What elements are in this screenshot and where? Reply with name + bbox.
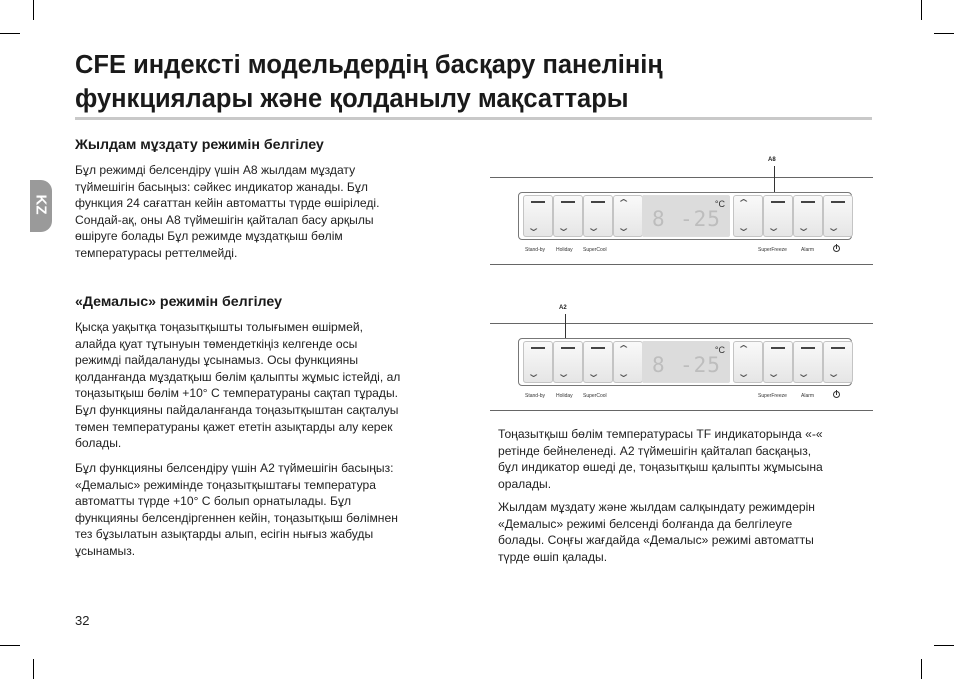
supercool-key <box>583 195 613 237</box>
page-number: 32 <box>75 613 90 628</box>
section1-heading: Жылдам мұздату режимін белгілеу <box>75 137 324 153</box>
label-alarm: Alarm <box>801 247 815 253</box>
title-divider <box>75 117 872 120</box>
chevron-down-icon: ⌄ <box>796 221 811 234</box>
text-line: түрде өшіп қалады. <box>498 549 608 564</box>
power-key <box>823 195 853 237</box>
superfreeze-key <box>763 195 793 237</box>
text-line: «Демалыс» режимі белсенді болғанда да белгілеуге <box>498 516 793 531</box>
section1-paragraph <box>75 162 379 262</box>
crop-mark <box>33 659 34 679</box>
text-line: Бұл режимді белсендіру үшін А8 жылдам мұздату <box>75 163 356 177</box>
text-line: түймешігін басыңыз: сәйкес индикатор жанады. Бұл <box>75 179 368 194</box>
label-supercool: SuperCool <box>583 247 607 253</box>
label-standby: Stand-by <box>525 393 546 399</box>
text-line: Жылдам мұздату және жылдам салқындату режимдерін <box>498 500 815 514</box>
temperature-display <box>642 341 730 383</box>
text-line: тоңазытқыш бөлім +10° С температураны сақтап тұрады. <box>75 386 399 401</box>
text-line: бұл индикатор өшеді де, тоңазытқыш қалыпты жұмысына <box>498 460 823 475</box>
text-line: Қысқа уақытқа тоңазытқышты толығымен өшірмей, <box>75 320 363 334</box>
text-line: Тоңазытқыш бөлім температурасы TF индикаторында «-« <box>498 427 823 441</box>
power-icon <box>833 245 840 252</box>
section2-heading: «Демалыс» режимін белгілеу <box>75 294 282 310</box>
right-paragraph-1 <box>498 426 823 492</box>
freezer-temp-key <box>733 195 763 237</box>
crop-mark <box>934 645 954 646</box>
chevron-down-icon: ⌄ <box>556 367 571 380</box>
crop-mark <box>921 0 922 20</box>
text-line: оралады. <box>498 476 552 491</box>
text-line: режимді пайдалануды ұсынамыз. Осы функцияны <box>75 353 359 368</box>
display-unit: °C <box>714 199 725 209</box>
right-paragraph-2 <box>498 499 815 565</box>
text-line: болады. Соңғы жағдайда «Демалыс» режимі автоматты <box>498 533 814 548</box>
title-line-1: CFE индексті модельдердің басқару панелінің <box>75 51 663 79</box>
display-fridge-digit: 8 <box>652 207 666 231</box>
chevron-down-icon: ⌄ <box>556 221 571 234</box>
label-holiday: Holiday <box>556 247 573 253</box>
label-holiday: Holiday <box>556 393 573 399</box>
text-line: Сондай-ақ, оны А8 түймешігін қайталап басу арқылы <box>75 212 374 227</box>
holiday-key <box>553 341 583 383</box>
standby-key <box>523 341 553 383</box>
chevron-down-icon: ⌄ <box>766 221 781 234</box>
chevron-down-icon: ⌄ <box>586 367 601 380</box>
display-unit: °C <box>714 345 725 355</box>
label-superfreeze: SuperFreeze <box>758 247 787 253</box>
crop-mark <box>0 645 20 646</box>
chevron-up-icon: ⌃ <box>736 197 751 210</box>
text-line: өшіруге болады Бұл режимде мұздатқыш бөлім <box>75 229 343 244</box>
section2-paragraph-2 <box>75 460 398 560</box>
control-panel-diagram-a8 <box>490 157 873 265</box>
display-freezer-digits: -25 <box>680 207 721 231</box>
fridge-temp-key <box>613 341 643 383</box>
holiday-key <box>553 195 583 237</box>
language-tab <box>30 180 52 232</box>
chevron-down-icon: ⌄ <box>616 221 631 234</box>
label-superfreeze: SuperFreeze <box>758 393 787 399</box>
panel-frame <box>518 338 852 386</box>
power-icon <box>833 391 840 398</box>
chevron-down-icon: ⌄ <box>826 221 841 234</box>
panel-frame <box>518 192 852 240</box>
text-line: «Демалыс» режимінде тоңазытқыштағы температура <box>75 477 376 492</box>
superfreeze-key <box>763 341 793 383</box>
label-standby: Stand-by <box>525 247 546 253</box>
title-line-2: функциялары және қолданылу мақсаттары <box>75 85 629 113</box>
text-line: Бұл функцияны белсендіру үшін А2 түймешігін басыңыз: <box>75 461 394 475</box>
text-line: температурасы реттелмейді. <box>75 245 238 260</box>
text-line: ретінде бейнеленеді. А2 түймешігін қайталап басқаңыз, <box>498 443 812 458</box>
fridge-temp-key <box>613 195 643 237</box>
language-code: KZ <box>32 194 50 215</box>
display-fridge-digit: 8 <box>652 353 666 377</box>
supercool-key <box>583 341 613 383</box>
alarm-key <box>793 195 823 237</box>
text-line: болады. <box>75 436 122 451</box>
chevron-down-icon: ⌄ <box>586 221 601 234</box>
chevron-down-icon: ⌄ <box>616 367 631 380</box>
callout-label-a8: A8 <box>768 157 776 163</box>
text-line: функцияны белсендіргеннен кейін, тоңазытқыш бөлімнен <box>75 510 398 525</box>
alarm-key <box>793 341 823 383</box>
label-alarm: Alarm <box>801 393 815 399</box>
standby-key <box>523 195 553 237</box>
power-key <box>823 341 853 383</box>
chevron-up-icon: ⌃ <box>616 197 631 210</box>
label-supercool: SuperCool <box>583 393 607 399</box>
crop-mark <box>921 659 922 679</box>
chevron-down-icon: ⌄ <box>736 221 751 234</box>
control-panel-diagram-a2 <box>490 305 873 411</box>
crop-mark <box>0 33 20 34</box>
freezer-temp-key <box>733 341 763 383</box>
crop-mark <box>934 33 954 34</box>
page-title <box>75 48 875 116</box>
crop-mark <box>33 0 34 20</box>
text-line: функция 24 сағаттан кейін автоматты түрде өшіріледі. <box>75 196 380 211</box>
text-line: алайда қуат тұтынуын төмендеткіңіз келгенде осы <box>75 336 358 351</box>
callout-label-a2: A2 <box>559 305 567 311</box>
chevron-down-icon: ⌄ <box>526 221 541 234</box>
text-line: ұсынамыз. <box>75 543 136 558</box>
chevron-down-icon: ⌄ <box>766 367 781 380</box>
chevron-up-icon: ⌃ <box>736 343 751 356</box>
text-line: қолданғанда мұздатқыш бөлім қалыпты жұмыс істейді, ал <box>75 369 401 384</box>
text-line: төмен температураны қажет ететін азықтарды алу керек <box>75 419 393 434</box>
chevron-down-icon: ⌄ <box>736 367 751 380</box>
temperature-display <box>642 195 730 237</box>
chevron-down-icon: ⌄ <box>526 367 541 380</box>
chevron-up-icon: ⌃ <box>616 343 631 356</box>
text-line: автоматты түрде +10° С болып орнатылады. Бұл <box>75 494 352 509</box>
chevron-down-icon: ⌄ <box>796 367 811 380</box>
text-line: тез бұзылатын азықтарды алып, есігін нығыз жабуды <box>75 527 374 542</box>
text-line: Бұл функцияны пайдаланғанда тоңазытқыштан сақталуы <box>75 402 399 417</box>
section2-paragraph-1 <box>75 319 400 452</box>
display-freezer-digits: -25 <box>680 353 721 377</box>
chevron-down-icon: ⌄ <box>826 367 841 380</box>
